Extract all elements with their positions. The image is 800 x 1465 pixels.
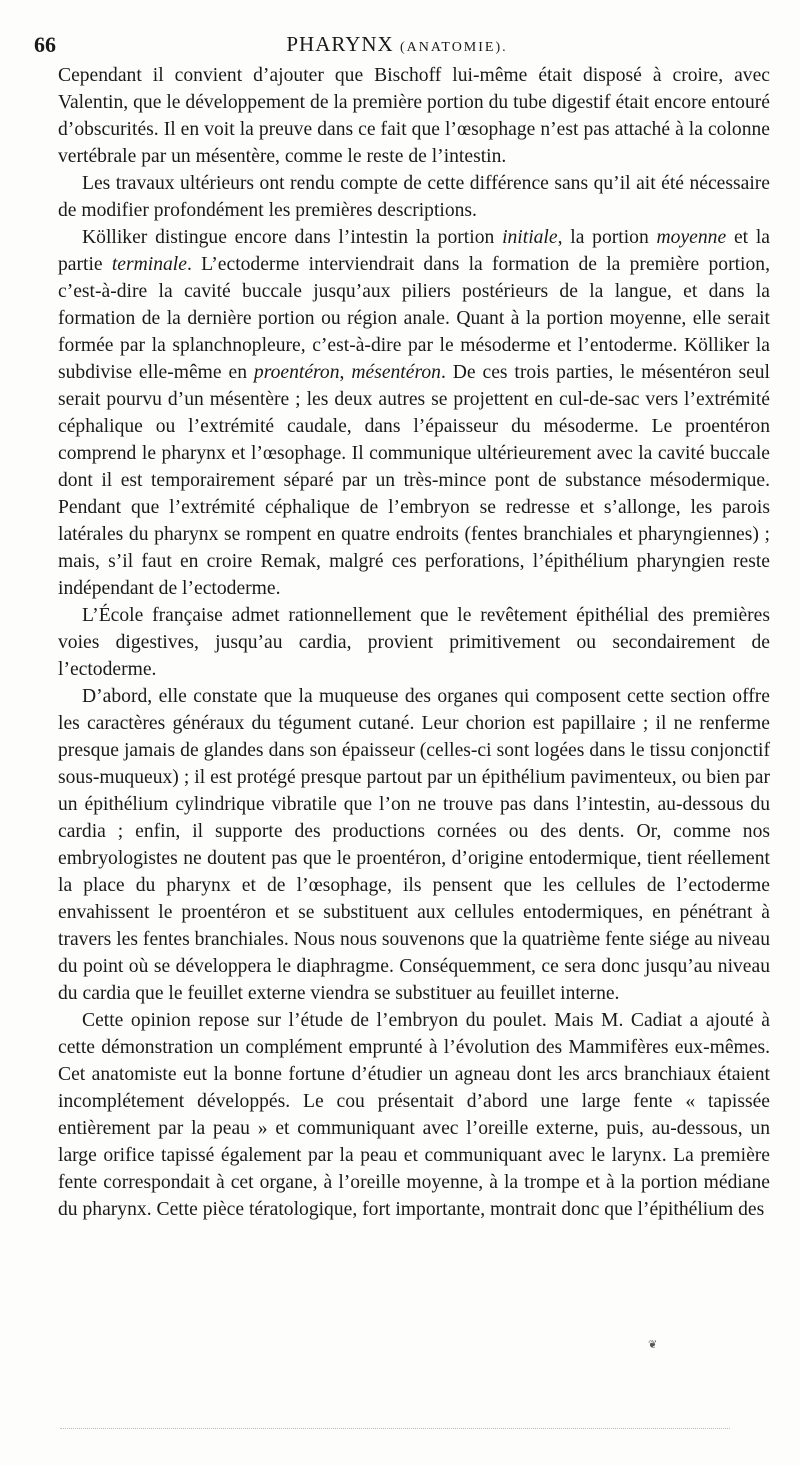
italic-term: proentéron [253,362,340,383]
paragraph [58,62,770,170]
running-title-main: PHARYNX [286,32,394,56]
text-run: Kölliker distingue encore dans l’intestin la portion [82,227,503,248]
text-run: , la portion [557,227,657,248]
paragraph [58,602,770,683]
text-run: . L’ectoderme interviendrait dans la formation de la première portion, c’est-à-dire la cavité buccale jusqu’aux piliers postérieurs de la langue, et dans la formation de la dernière portion ou région anale. Quant à la portion moyenne, elle serait formée par la splanchnopleure, c’est-à-dire par le mésoderme et l’entoderme. Kölliker la subdivise elle-même en [58,254,770,383]
page-number: 66 [34,32,56,57]
paragraph [58,1007,770,1223]
italic-term: moyenne [656,227,727,248]
text-run: . De ces trois parties, le mésentéron seul serait pourvu d’un mésentère ; les deux autres se projettent en cul-de-sac vers l’extrémité céphalique ou l’extrémité caudale, dans l’épaisseur du mésoderme. Le proentéron comprend le pharynx et l’œsophage. Il communique ultérieurement avec la cavité buccale dont il est temporairement séparé par un très-mince pont de substance mésodermique. Pendant que l’extrémité céphalique de l’embryon se redresse et s’allonge, les parois latérales du pharynx se rompent en quatre endroits (fentes branchiales et pharyngiennes) ; mais, s’il faut en croire Remak, malgré ces perforations, l’épithélium pharyngien reste indépendant de l’ectoderme. [58,362,771,599]
text-run: L’École française admet rationnellement que le revêtement épithélial des premières voies digestives, jusqu’au cardia, provient primitivement ou secondairement de l’ectoderme. [58,605,770,680]
italic-term: terminale [111,254,187,275]
paragraph [58,224,770,602]
printer-ornament: ❦ [648,1339,658,1351]
text-run: , [339,362,352,383]
running-title-sub: (ANATOMIE). [399,40,508,55]
text-run: Cependant il convient d’ajouter que Bischoff lui-même était disposé à croire, avec Valentin, que le développement de la première portion du tube digestif était encore entouré d’obscurités. Il en voit la preuve dans ce fait que l’œsophage n’est pas attaché à la colonne vertébrale par un mésentère, comme le reste de l’intestin. [58,65,770,167]
italic-term: initiale [502,227,558,248]
running-title [34,32,760,57]
italic-term: mésentéron [351,362,441,383]
text-run: D’abord, elle constate que la muqueuse des organes qui composent cette section offre les caractères généraux du tégument cutané. Leur chorion est papillaire ; il ne renferme presque jamais de glandes dans son épaisseur (celles-ci sont logées dans le tissu conjonctif sous-muqueux) ; il est protégé presque partout par un épithélium pavimenteux, ou bien par un épithélium cylindrique vibratile que l’on ne trouve pas dans l’intestin, au-dessous du cardia ; enfin, il supporte des productions cornées ou des dents. Or, comme nos embryologistes ne doutent pas que le proentéron, d’origine entodermique, tient réellement la place du pharynx et de l’œsophage, ils pensent que les cellules de l’ectoderme envahissent le proentéron et se substituent aux cellules entodermiques, en pénétrant à travers les fentes branchiales. Nous nous souvenons que la quatrième fente siége au niveau du point où se développera le diaphragme. Conséquemment, ce sera donc jusqu’au niveau du cardia que le feuillet externe viendra se substituer au feuillet interne. [58,686,770,1004]
paragraph [58,683,770,1007]
text-run: et la partie [58,227,770,275]
running-header [34,28,760,58]
text-run: Les travaux ultérieurs ont rendu compte de cette différence sans qu’il ait été nécessaire de modifier profondément les premières descriptions. [58,173,770,221]
paragraph [58,170,770,224]
text-run: Cette opinion repose sur l’étude de l’embryon du poulet. Mais M. Cadiat a ajouté à cette démonstration un complément emprunté à l’évolution des Mammifères eux-mêmes. Cet anatomiste eut la bonne fortune d’étudier un agneau dont les arcs branchiaux étaient incomplétement développés. Le cou présentait d’abord une large fente « tapissée entièrement par la peau » et communiquant avec l’oreille externe, puis, au-dessous, un large orifice tapissé également par la peau et communiquant avec le larynx. La première fente correspondait à cet organe, à l’oreille moyenne, à la trompe et à la portion médiane du pharynx. Cette pièce tératologique, fort importante, montrait donc que l’épithélium des [58,1010,770,1220]
body-text [58,62,770,1223]
bottom-rule [60,1428,730,1430]
